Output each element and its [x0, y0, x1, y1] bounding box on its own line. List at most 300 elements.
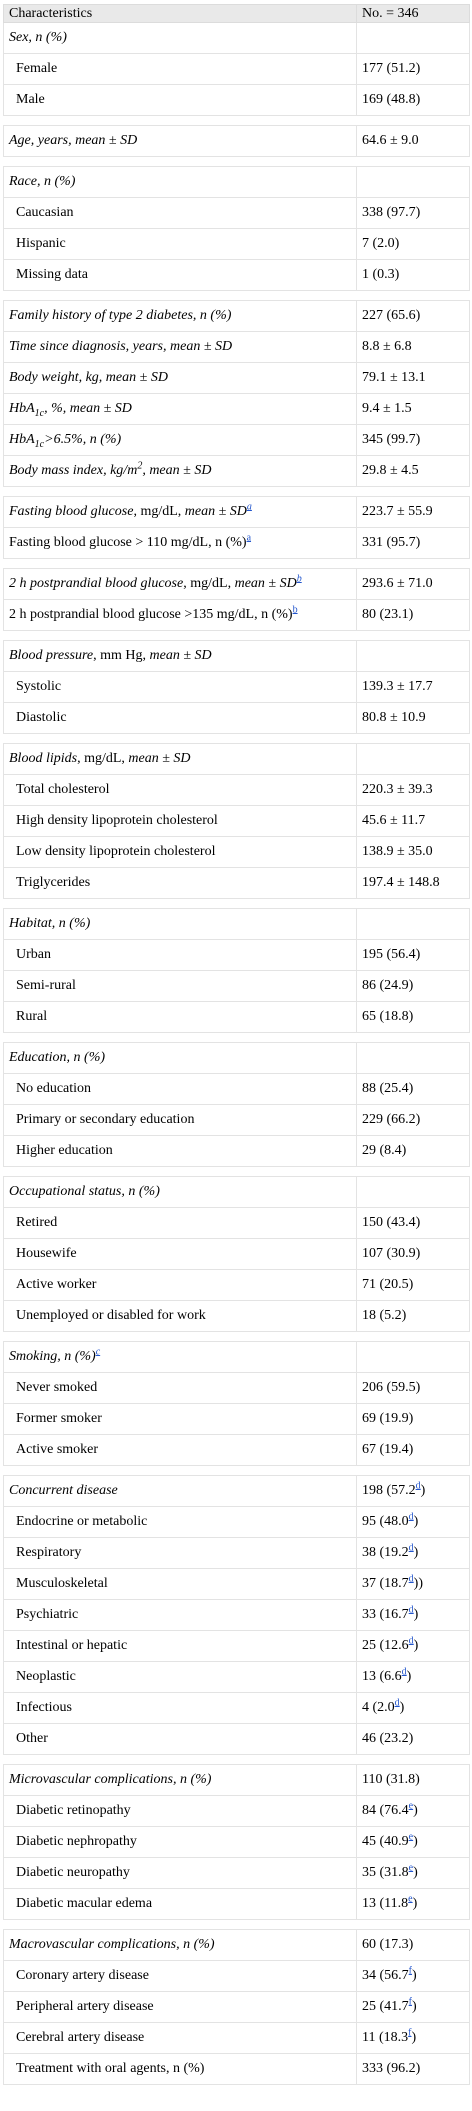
value-cell — [357, 1827, 470, 1858]
category-row — [4, 1177, 470, 1208]
label-cell — [4, 1270, 357, 1301]
row-value: 37 (18.7 — [362, 1576, 409, 1591]
value-cell — [357, 1600, 470, 1631]
table-row — [4, 1992, 470, 2023]
label-cell — [4, 1373, 357, 1404]
row-label: Endocrine or metabolic — [16, 1514, 148, 1529]
row-value: 345 (99.7) — [362, 432, 421, 447]
label-cell — [4, 909, 357, 940]
label-cell — [4, 126, 357, 157]
row-value: 139.3 ± 17.7 — [362, 679, 433, 694]
table-row — [4, 85, 470, 116]
label-cell — [4, 456, 357, 487]
row-value: 45 (40.9 — [362, 1834, 409, 1849]
row-value-rest: ) — [412, 1896, 418, 1911]
table-row — [4, 1600, 470, 1631]
value-cell — [357, 1889, 470, 1920]
footnote-link[interactable]: d — [408, 1511, 414, 1523]
label-cell — [4, 1074, 357, 1105]
value-cell — [357, 1208, 470, 1239]
footnote-link[interactable]: d — [408, 1635, 414, 1647]
value-cell — [357, 672, 470, 703]
table-container — [3, 0, 469, 2085]
row-value: 9.4 ± 1.5 — [362, 401, 412, 416]
spacer-row — [4, 559, 470, 569]
label-cell — [4, 1404, 357, 1435]
label-cell — [4, 1961, 357, 1992]
row-value: 229 (66.2) — [362, 1112, 421, 1127]
table-row — [4, 1002, 470, 1033]
row-label: Low density lipoprotein cholesterol — [16, 844, 216, 859]
value-cell — [357, 425, 470, 456]
category-row — [4, 1043, 470, 1074]
spacer-cell — [4, 487, 470, 497]
label-cell — [4, 1342, 357, 1373]
value-cell — [357, 1476, 470, 1507]
row-value: 80.8 ± 10.9 — [362, 710, 426, 725]
label-cell — [4, 394, 357, 425]
row-value: 84 (76.4 — [362, 1803, 409, 1818]
footnote-marker[interactable] — [96, 1346, 100, 1357]
footnote-link[interactable]: f — [408, 1996, 413, 2008]
value-cell — [357, 54, 470, 85]
label-cell — [4, 1105, 357, 1136]
spacer-row — [4, 487, 470, 497]
label-cell — [4, 2054, 357, 2085]
footnote-marker[interactable] — [247, 501, 252, 512]
label-cell — [4, 1507, 357, 1538]
spacer-cell — [4, 631, 470, 641]
row-value: 35 (31.8 — [362, 1865, 409, 1880]
category-row — [4, 394, 470, 425]
value-cell — [357, 1002, 470, 1033]
row-label: Fasting blood glucose — [9, 504, 134, 519]
table-row — [4, 1569, 470, 1600]
row-value-rest: ) — [420, 1483, 426, 1498]
label-cell — [4, 600, 357, 631]
value-cell — [357, 2054, 470, 2085]
spacer-row — [4, 116, 470, 126]
row-value: 33 (16.7 — [362, 1607, 409, 1622]
label-cell — [4, 1569, 357, 1600]
table-row — [4, 600, 470, 631]
footnote-link[interactable]: c — [95, 1346, 101, 1358]
table-row — [4, 1270, 470, 1301]
row-value: 86 (24.9) — [362, 978, 414, 993]
label-cell — [4, 1043, 357, 1074]
value-cell — [357, 301, 470, 332]
value-cell — [357, 1373, 470, 1404]
value-cell — [357, 229, 470, 260]
label-cell — [4, 569, 357, 600]
row-value: 18 (5.2) — [362, 1308, 407, 1323]
label-cell — [4, 868, 357, 899]
table-row — [4, 775, 470, 806]
footnote-link[interactable]: d — [408, 1573, 414, 1585]
row-value: 79.1 ± 13.1 — [362, 370, 426, 385]
footnote-link[interactable]: f — [408, 2027, 412, 2039]
label-cell — [4, 1435, 357, 1466]
value-cell — [357, 1043, 470, 1074]
spacer-row — [4, 899, 470, 909]
label-cell — [4, 1538, 357, 1569]
row-label-rest: >6.5%, n (%) — [44, 432, 122, 447]
row-value: 45.6 ± 11.7 — [362, 813, 426, 828]
row-value: 69 (19.9) — [362, 1411, 414, 1426]
row-label: Smoking, n (%) — [9, 1349, 96, 1364]
table-row — [4, 1301, 470, 1332]
row-label: Primary or secondary education — [16, 1112, 195, 1127]
row-label: Concurrent disease — [9, 1483, 118, 1498]
row-label: HbA — [9, 432, 35, 447]
table-row — [4, 806, 470, 837]
table-row — [4, 1858, 470, 1889]
table-row — [4, 54, 470, 85]
value-cell — [357, 744, 470, 775]
table-row — [4, 1889, 470, 1920]
footnote-link[interactable]: e — [408, 1893, 413, 1905]
row-label-rest: , mean ± SD — [142, 463, 212, 478]
category-row — [4, 641, 470, 672]
row-label: Rural — [16, 1009, 48, 1024]
table-row — [4, 1693, 470, 1724]
category-row — [4, 363, 470, 394]
footnote-link[interactable]: d — [401, 1666, 407, 1678]
row-value-rest: ) — [399, 1700, 405, 1715]
label-cell — [4, 1136, 357, 1167]
label-cell — [4, 85, 357, 116]
row-label: Intestinal or hepatic — [16, 1638, 128, 1653]
label-cell — [4, 1476, 357, 1507]
label-cell — [4, 301, 357, 332]
row-value: 138.9 ± 35.0 — [362, 844, 433, 859]
row-value: 7 (2.0) — [362, 236, 400, 251]
table-row — [4, 672, 470, 703]
label-cell — [4, 425, 357, 456]
value-cell — [357, 1435, 470, 1466]
table-header-row — [4, 5, 470, 23]
row-label: Respiratory — [16, 1545, 82, 1560]
row-label: Time since diagnosis, years, mean ± SD — [9, 339, 233, 354]
row-value: 60 (17.3) — [362, 1937, 414, 1952]
row-label: Systolic — [16, 679, 62, 694]
row-value: 293.6 ± 71.0 — [362, 576, 433, 591]
row-label: No education — [16, 1081, 92, 1096]
footnote-link[interactable]: e — [408, 1800, 414, 1812]
spacer-cell — [4, 899, 470, 909]
value-cell — [357, 1301, 470, 1332]
row-label: Cerebral artery disease — [16, 2030, 145, 2045]
category-row — [4, 1765, 470, 1796]
row-value: 13 (11.8 — [362, 1896, 409, 1911]
category-row — [4, 1930, 470, 1961]
label-cell — [4, 1992, 357, 2023]
label-cell — [4, 497, 357, 528]
footnote-link[interactable]: d — [408, 1604, 414, 1616]
row-label-unit: , mg/dL, — [133, 504, 185, 519]
label-cell — [4, 940, 357, 971]
spacer-cell — [4, 1466, 470, 1476]
row-label: Diabetic macular edema — [16, 1896, 153, 1911]
category-row — [4, 497, 470, 528]
value-cell — [357, 1930, 470, 1961]
label-cell — [4, 806, 357, 837]
row-value-rest: ) — [413, 1803, 418, 1818]
value-cell — [357, 85, 470, 116]
superscript: 2 — [137, 460, 143, 472]
label-cell — [4, 1002, 357, 1033]
spacer-row — [4, 1920, 470, 1930]
table-row — [4, 1631, 470, 1662]
table-row — [4, 1239, 470, 1270]
row-label-rest: mean ± SD — [149, 648, 212, 663]
footnote-link[interactable]: e — [408, 1831, 414, 1843]
category-row — [4, 126, 470, 157]
row-value: 67 (19.4) — [362, 1442, 414, 1457]
row-value: 95 (48.0 — [362, 1514, 409, 1529]
row-label: Active smoker — [16, 1442, 99, 1457]
spacer-cell — [4, 1033, 470, 1043]
table-body — [4, 23, 470, 2085]
category-row — [4, 456, 470, 487]
table-row — [4, 1724, 470, 1755]
row-value: 4 (2.0 — [362, 1700, 395, 1715]
value-cell — [357, 1538, 470, 1569]
row-value: 338 (97.7) — [362, 205, 421, 220]
value-cell — [357, 1961, 470, 1992]
category-row — [4, 1342, 470, 1373]
label-cell — [4, 1631, 357, 1662]
label-cell — [4, 672, 357, 703]
footnote-link[interactable]: a — [246, 532, 252, 544]
footnote-marker[interactable] — [293, 604, 298, 615]
row-label: Diastolic — [16, 710, 67, 725]
row-label: Unemployed or disabled for work — [16, 1308, 206, 1323]
footnote-link[interactable]: b — [296, 573, 302, 585]
value-cell — [357, 1404, 470, 1435]
row-value: 88 (25.4) — [362, 1081, 414, 1096]
label-cell — [4, 1301, 357, 1332]
table-row — [4, 1404, 470, 1435]
value-cell — [357, 1631, 470, 1662]
category-row — [4, 909, 470, 940]
row-label: Sex, n (%) — [9, 30, 67, 45]
row-label: Family history of type 2 diabetes, n (%) — [9, 308, 232, 323]
spacer-row — [4, 1755, 470, 1765]
row-label-rest: , %, mean ± SD — [44, 401, 132, 416]
spacer-row — [4, 631, 470, 641]
label-cell — [4, 528, 357, 559]
spacer-row — [4, 157, 470, 167]
subscript: 1c — [34, 407, 45, 419]
value-cell — [357, 167, 470, 198]
row-label: High density lipoprotein cholesterol — [16, 813, 218, 828]
row-value: 169 (48.8) — [362, 92, 421, 107]
label-cell — [4, 744, 357, 775]
value-cell — [357, 940, 470, 971]
row-value: 29.8 ± 4.5 — [362, 463, 419, 478]
value-cell — [357, 528, 470, 559]
row-label: Body weight, kg, mean ± SD — [9, 370, 168, 385]
table-row — [4, 1373, 470, 1404]
footnote-marker[interactable] — [247, 532, 251, 543]
table-row — [4, 2054, 470, 2085]
subscript: 1c — [34, 438, 45, 450]
value-cell — [357, 775, 470, 806]
row-label: Diabetic neuropathy — [16, 1865, 130, 1880]
footnote-link[interactable]: f — [408, 1965, 413, 1977]
spacer-row — [4, 1167, 470, 1177]
footnote-marker[interactable] — [297, 573, 302, 584]
row-label: Blood lipids — [9, 751, 78, 766]
value-cell — [357, 1724, 470, 1755]
row-value: 64.6 ± 9.0 — [362, 133, 419, 148]
value-cell — [357, 2023, 470, 2054]
value-cell — [357, 260, 470, 291]
value-cell — [357, 1074, 470, 1105]
row-label: Diabetic nephropathy — [16, 1834, 137, 1849]
row-label: Macrovascular complications, n (%) — [9, 1937, 215, 1952]
row-label: Missing data — [16, 267, 88, 282]
row-value: 8.8 ± 6.8 — [362, 339, 412, 354]
row-label: Housewife — [16, 1246, 77, 1261]
row-value-rest: ) — [413, 1514, 419, 1529]
row-label: 2 h postprandial blood glucose >135 mg/dL, n (%) — [9, 607, 293, 622]
value-cell — [357, 1239, 470, 1270]
row-value: 13 (6.6 — [362, 1669, 402, 1684]
category-row — [4, 332, 470, 363]
row-label: Female — [16, 61, 58, 76]
value-cell — [357, 1992, 470, 2023]
row-value: 331 (95.7) — [362, 535, 421, 550]
label-cell — [4, 363, 357, 394]
spacer-cell — [4, 157, 470, 167]
row-value: 46 (23.2) — [362, 1731, 414, 1746]
row-label: Caucasian — [16, 205, 74, 220]
value-cell — [357, 600, 470, 631]
footnote-link[interactable]: d — [394, 1697, 400, 1709]
row-value: 227 (65.6) — [362, 308, 421, 323]
characteristics-table — [3, 4, 470, 2085]
spacer-cell — [4, 291, 470, 301]
table-row — [4, 198, 470, 229]
label-cell — [4, 1930, 357, 1961]
value-cell — [357, 1796, 470, 1827]
row-label: Body mass index, kg/m — [9, 463, 138, 478]
footnote-link[interactable]: e — [408, 1862, 414, 1874]
table-row — [4, 940, 470, 971]
row-value-rest: ) — [412, 1999, 417, 2014]
label-cell — [4, 1796, 357, 1827]
row-value-rest: ) — [413, 1865, 418, 1880]
value-cell — [357, 1507, 470, 1538]
row-label: Former smoker — [16, 1411, 102, 1426]
row-label: Active worker — [16, 1277, 97, 1292]
row-label-rest: mean ± SD — [234, 576, 297, 591]
value-cell — [357, 363, 470, 394]
row-value: 206 (59.5) — [362, 1380, 421, 1395]
table-row — [4, 971, 470, 1002]
value-cell — [357, 1765, 470, 1796]
spacer-cell — [4, 116, 470, 126]
row-label: Peripheral artery disease — [16, 1999, 154, 2014]
value-cell — [357, 1270, 470, 1301]
row-label-unit: , mg/dL, — [183, 576, 235, 591]
row-value: 197.4 ± 148.8 — [362, 875, 440, 890]
row-value: 220.3 ± 39.3 — [362, 782, 433, 797]
table-row — [4, 1435, 470, 1466]
label-cell — [4, 775, 357, 806]
label-cell — [4, 1889, 357, 1920]
row-value-rest: ) — [413, 1834, 418, 1849]
row-label: Triglycerides — [16, 875, 91, 890]
row-label: Education, n (%) — [9, 1050, 106, 1065]
footnote-link[interactable]: d — [408, 1542, 414, 1554]
value-cell — [357, 456, 470, 487]
row-value: 107 (30.9) — [362, 1246, 421, 1261]
row-value: 223.7 ± 55.9 — [362, 504, 433, 519]
value-cell — [357, 1858, 470, 1889]
row-label-rest: mean ± SD — [184, 504, 247, 519]
value-cell — [357, 868, 470, 899]
spacer-cell — [4, 1920, 470, 1930]
row-value-rest: ) — [406, 1669, 412, 1684]
table-row — [4, 868, 470, 899]
row-value: 195 (56.4) — [362, 947, 421, 962]
row-value-rest: ) — [413, 1545, 419, 1560]
table-row — [4, 837, 470, 868]
table-row — [4, 260, 470, 291]
table-row — [4, 1538, 470, 1569]
row-label-unit: , mm Hg, — [93, 648, 150, 663]
category-row — [4, 569, 470, 600]
row-label: HbA — [9, 401, 35, 416]
row-label: Fasting blood glucose > 110 mg/dL, n (%) — [9, 535, 247, 550]
value-cell — [357, 394, 470, 425]
value-cell — [357, 909, 470, 940]
table-row — [4, 1961, 470, 1992]
label-cell — [4, 1239, 357, 1270]
row-value-rest: ) — [413, 1638, 419, 1653]
label-cell — [4, 332, 357, 363]
spacer-row — [4, 1033, 470, 1043]
label-cell — [4, 1693, 357, 1724]
value-cell — [357, 1105, 470, 1136]
row-label: Occupational status, n (%) — [9, 1184, 160, 1199]
row-label-unit: , mg/dL, — [77, 751, 129, 766]
label-cell — [4, 641, 357, 672]
row-label: Blood pressure — [9, 648, 94, 663]
row-value-rest: )) — [413, 1576, 423, 1591]
footnote-link[interactable]: a — [246, 501, 252, 513]
table-row — [4, 1662, 470, 1693]
table-row — [4, 1827, 470, 1858]
value-cell — [357, 23, 470, 54]
value-cell — [357, 806, 470, 837]
row-label: Hispanic — [16, 236, 66, 251]
row-label: Male — [16, 92, 45, 107]
footnote-link[interactable]: d — [415, 1480, 421, 1492]
row-label: Age, years, mean ± SD — [9, 133, 138, 148]
row-label: 2 h postprandial blood glucose — [9, 576, 184, 591]
row-value: 1 (0.3) — [362, 267, 400, 282]
footnote-link[interactable]: b — [292, 604, 298, 616]
label-cell — [4, 1662, 357, 1693]
label-cell — [4, 23, 357, 54]
row-value: 71 (20.5) — [362, 1277, 414, 1292]
table-row — [4, 1208, 470, 1239]
row-value: 29 (8.4) — [362, 1143, 407, 1158]
